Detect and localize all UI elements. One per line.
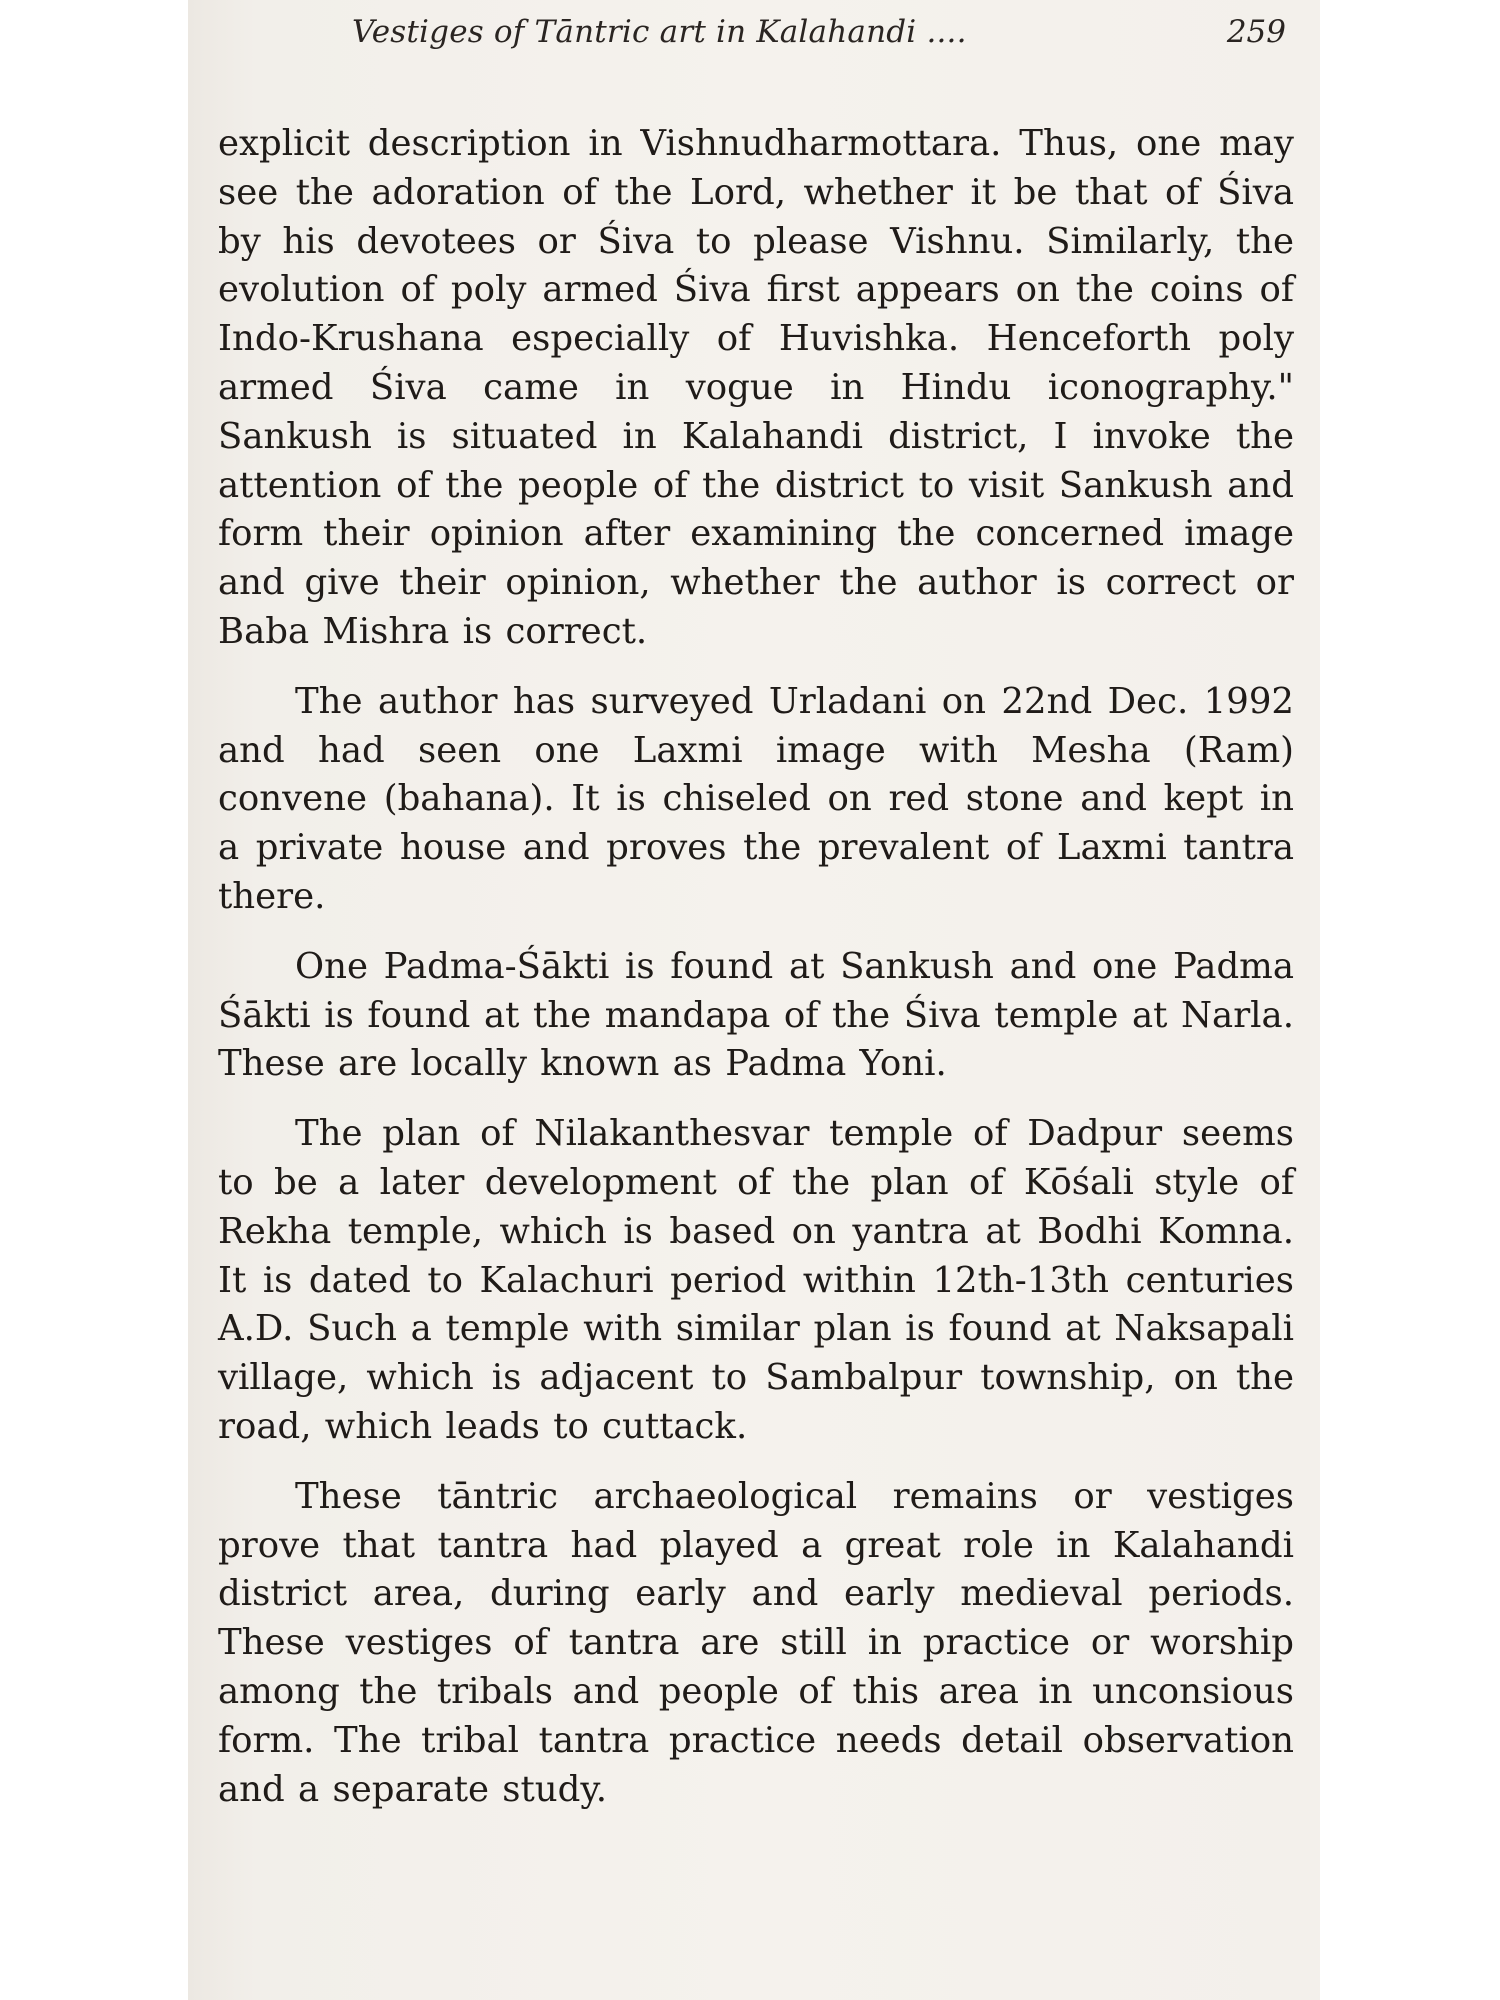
paragraph-urladani: The author has surveyed Urladani on 22nd Dec. 1992 and had seen one Laxmi image with Mesha (Ram) convene (bahana). It is chiseled on red stone and kept in a private house and proves the prevalent of Laxmi tantra there. bbox=[218, 680, 1294, 917]
paragraph-nilakanthesvar: The plan of Nilakanthesvar temple of Dadpur seems to be a later development of the plan of Kōśali style of Rekha temple, which is based on yantra at Bodhi Komna. It is dated to Kalachuri period within 12th-13th centuries A.D. Such a temple with similar plan is found at Naksapali village, which is adjacent to Sambalpur township, on the road, which leads to cuttack. bbox=[218, 1113, 1294, 1447]
book-page bbox=[188, 0, 1320, 2000]
paragraph-conclusion: These tāntric archaeological remains or vestiges prove that tantra had played a great role in Kalahandi district area, during early and early medieval periods. These vestiges of tantra are still in practice or worship among the tribals and people of this area in unconsious form. The tribal tantra practice needs detail observation and a separate study. bbox=[218, 1475, 1294, 1810]
page-number: 259 bbox=[1226, 14, 1286, 50]
paragraph-continued: explicit description in Vishnudharmottara. Thus, one may see the adoration of the Lord, whether it be that of Śiva by his devotees or Śiva to please Vishnu. Similarly, the evolution of poly armed Śiva first appears on the coins of Indo-Krushana especially of Huvishka. Henceforth poly armed Śiva came in vogue in Hindu iconography." Sankush is situated in Kalahandi district, I invoke the attention of the people of the district to visit Sankush and form their opinion after examining the concerned image and give their opinion, whether the author is correct or Baba Mishra is correct. bbox=[218, 123, 1294, 652]
body-text bbox=[218, 120, 1294, 1835]
paragraph-padma-sakti: One Padma-Śākti is found at Sankush and one Padma Śākti is found at the mandapa of the Śiva temple at Narla. These are locally known as Padma Yoni. bbox=[218, 945, 1294, 1085]
running-title: Vestiges of Tāntric art in Kalahandi .... bbox=[352, 14, 967, 50]
page-header bbox=[188, 14, 1320, 66]
